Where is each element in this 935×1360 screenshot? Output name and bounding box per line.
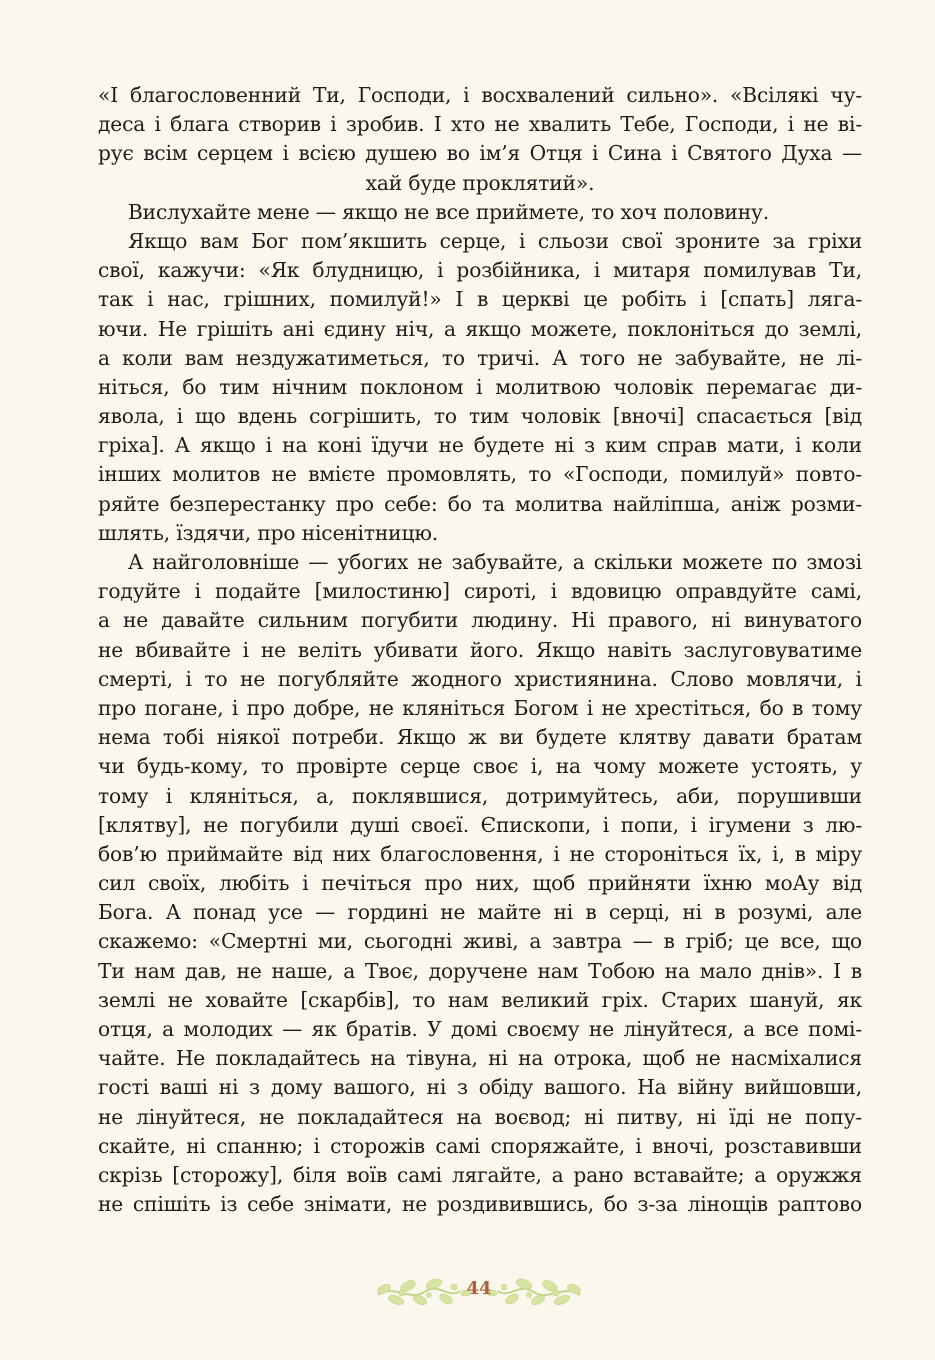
text-line: А найголовніше — убогих не забувайте, а скільки можете по змозі <box>128 550 862 574</box>
text-line: шлять, їздячи, про нісенітницю. <box>98 520 439 545</box>
text-line: нема тобі ніякої потреби. Якщо ж ви будете клятву давати братам <box>98 725 862 750</box>
text-line: гріха]. А якщо і на коні їдучи не будете ні з ким справ мати, і коли <box>98 433 862 458</box>
text-line: годуйте і подайте [милостиню] сироті, і вдовицю оправдуйте самі, <box>98 579 862 604</box>
text-line: деса і блага створив і зробив. І хто не хвалить Тебе, Господи, і не ві- <box>98 112 862 137</box>
text-line: рує всім серцем і всією душею во ім’я Отця і Сина і Святого Духа — <box>98 141 862 166</box>
text-line: скайте, ні спанню; і сторожів самі споряжайте, і вночі, розставивши <box>98 1133 862 1158</box>
text-line: не вбивайте і не веліть убивати його. Якщо навіть заслуговуватиме <box>98 637 862 662</box>
text-line: не лінуйтеся, не покладайтеся на воєвод; ні питву, ні їді не попу- <box>98 1104 862 1129</box>
text-line: скрізь [сторожу], біля воїв самі лягайте, а рано вставайте; а оружжя <box>98 1162 862 1187</box>
text-line: землі не ховайте [скарбів], то нам великий гріх. Старих шануй, як <box>98 987 862 1012</box>
text-line: чи будь-кому, то провірте серце своє і, на чому можете устоять, у <box>98 754 862 779</box>
page-footer <box>374 1273 584 1309</box>
text-line: бов’ю приймайте від них благословення, і не сторонiться їх, і, в міру <box>98 841 862 866</box>
text-line: Вислухайте мене — якщо не все приймете, то хоч половину. <box>128 199 770 224</box>
text-line: явола, і що вдень согрішить, то тим чоловік [вночі] спасається [від <box>98 404 862 429</box>
page-body <box>98 81 862 1219</box>
paragraph-3 <box>98 227 862 548</box>
page-number: 44 <box>466 1278 492 1299</box>
text-line: про погане, і про добре, не кляніться Богом і не хрестіться, бо в тому <box>98 695 862 720</box>
text-line: а коли вам нездужатиметься, то тричі. А того не забувайте, не лі- <box>98 345 862 370</box>
text-line: отця, а молодих — як братів. У домі своєму не лінуйтеся, а все помі- <box>98 1017 862 1041</box>
text-line: не спішіть із себе знімати, не роздивившись, бо з-за лінощів раптово <box>98 1192 862 1217</box>
text-line: ніться, бо тим нічним поклоном і молитвою чоловік перемагає ди- <box>98 374 862 399</box>
text-line: Якщо вам Бог пом’якшить серце, і сльози свої зроните за гріхи <box>128 228 862 253</box>
text-line: інших молитов не вмієте промовлять, то «Господи, помилуй» повто- <box>98 462 862 487</box>
text-line: ряйте безперестанку про себе: бо та молитва найліпша, аніж розми- <box>98 491 862 516</box>
text-line: скажемо: «Смертні ми, сьогодні живі, а завтра — в гріб; це все, що <box>98 929 862 954</box>
text-line: Ти нам дав, не наше, а Твоє, доручене нам Тобою на мало днів». І в <box>98 958 862 983</box>
text-line: а не давайте сильним погубити людину. Ні правого, ні винуватого <box>98 608 862 633</box>
paragraph-4 <box>98 548 862 1219</box>
paragraph-2 <box>98 198 862 227</box>
text-line: так і нас, грішних, помилуй!» І в церкві це робіть і [спать] ляга- <box>98 287 862 312</box>
paragraph-1 <box>98 81 862 198</box>
text-line: Бога. А понад усе — гордині не майте ні в серці, ні в розумі, але <box>98 900 862 925</box>
text-line: хай буде проклятий». <box>365 170 595 195</box>
text-line: чайте. Не покладайтесь на тівуна, ні на отрока, щоб не насміхалися <box>98 1046 862 1071</box>
text-line: [клятву], не погубили душі своєї. Єпископи, і попи, і ігумени з лю- <box>98 812 862 837</box>
text-line: ючи. Не грішіть ані єдину ніч, а якщо можете, поклоніться до землі, <box>98 316 862 341</box>
text-line: сил своїх, любіть і печіться про них, щоб прийняти їхню моАу від <box>98 871 862 896</box>
text-line: смерті, і то не погубляйте жодного християнина. Слово мовлячи, і <box>98 666 862 691</box>
text-line: гості ваші ні з дому вашого, ні з обіду вашого. На війну вийшовши, <box>98 1075 862 1100</box>
text-line: тому і кляніться, а, поклявшися, дотримуйтесь, аби, порушивши <box>98 783 862 808</box>
text-line: «І благословенний Ти, Господи, і восхвалений сильно». «Всілякі чу- <box>98 83 862 107</box>
text-line: свої, кажучи: «Як блудницю, і розбійника, і митаря помилував Ти, <box>98 258 862 283</box>
